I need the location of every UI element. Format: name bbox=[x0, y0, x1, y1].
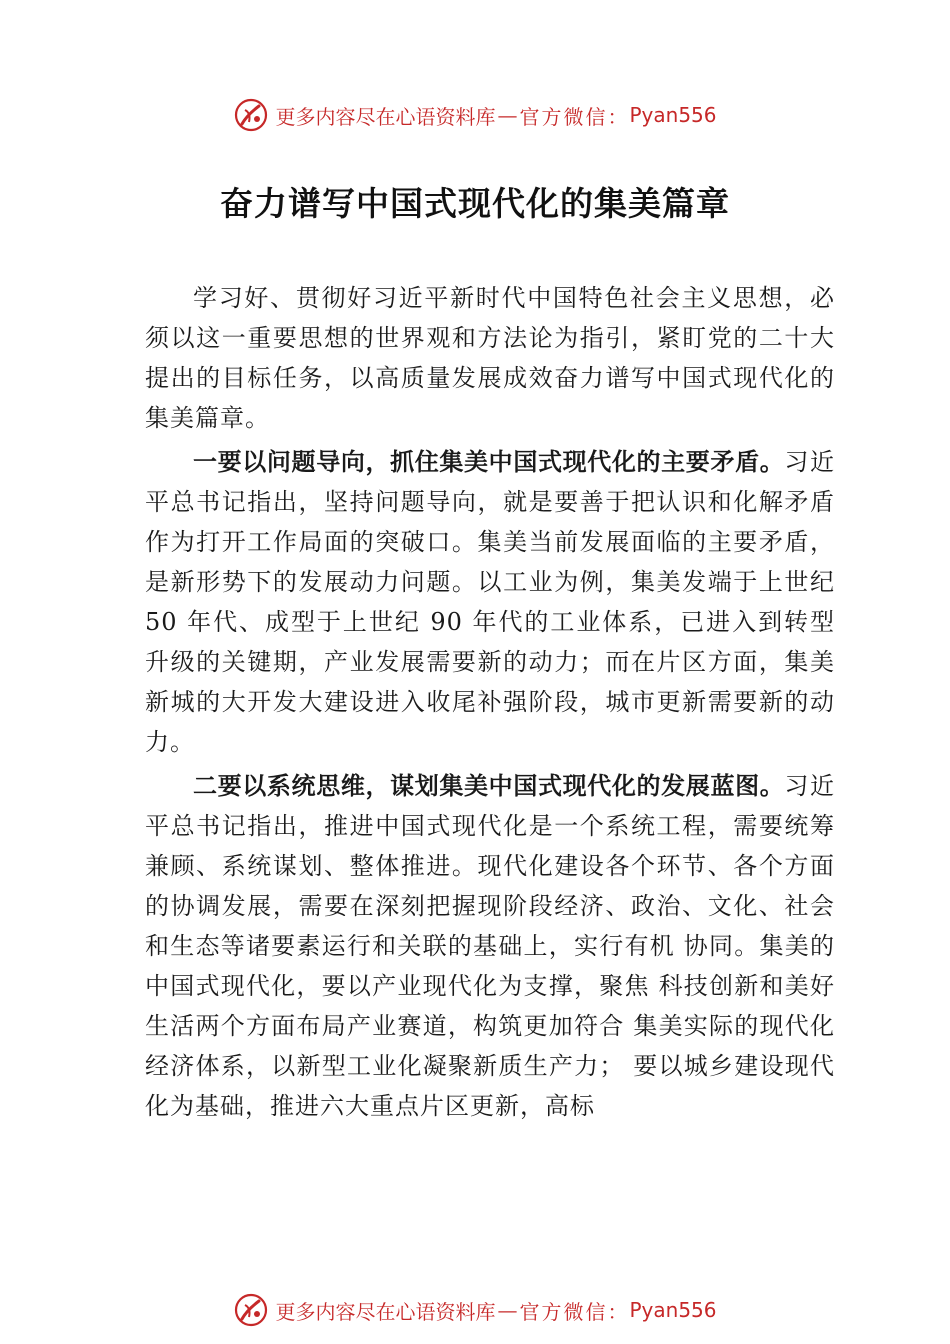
banner-separator: — bbox=[497, 1298, 518, 1322]
banner-main-text: 更多内容尽在心语资料库 bbox=[275, 104, 496, 129]
section-paragraph bbox=[145, 442, 835, 762]
banner-wechat-id: Pyan556 bbox=[629, 103, 717, 127]
banner-main-text: 更多内容尽在心语资料库 bbox=[275, 1299, 496, 1324]
footer-banner bbox=[0, 1290, 950, 1330]
section-body: 习近平总书记指出，推进中国式现代化是一个系统工程，需要统筹兼顾、系统谋划、整体推进。现代化建设各个环节、各个方面的协调发展，需要在深刻把握现阶段经济、政治、文化、社会和生态等诸要素运行和关联的基础上，实行有机 协同。集美的中国式现代化，要以产业现代化为支撑，聚焦 科技创新和美好生活两个方面布局产业赛道，构筑更加符合 集美实际的现代化经济体系，以新型工业化凝聚新质生产力； 要以城乡建设现代化为基础，推进六大重点片区更新，高标 bbox=[145, 772, 835, 1120]
banner-separator: — bbox=[497, 103, 518, 127]
brush-logo-icon bbox=[233, 1292, 269, 1328]
header-banner bbox=[0, 95, 950, 135]
section-paragraph bbox=[145, 766, 835, 1126]
document-title: 奋力谱写中国式现代化的集美篇章 bbox=[220, 184, 730, 223]
banner-wechat-label: 官方微信： bbox=[519, 104, 630, 129]
banner-wechat-id: Pyan556 bbox=[629, 1298, 717, 1322]
banner-wechat-label: 官方微信： bbox=[519, 1299, 630, 1324]
section-body: 习近平总书记指出，坚持问题导向，就是要善于把认识和化解矛盾作为打开工作局面的突破口。集美当前发展面临的主要矛盾，是新形势下的发展动力问题。以工业为例，集美发端于上世纪 50 年代、成型于上世纪 90 年代的工业体系，已进入到转型升级的关键期，产业发展需要新的动力；而在片区方面，集美新城的大开发大建设进入收尾补强阶段，城市更新需要新的动力。 bbox=[145, 448, 835, 756]
document-body bbox=[145, 278, 835, 1126]
brush-logo-icon bbox=[233, 97, 269, 133]
section-heading: 一要以问题导向，抓住集美中国式现代化的主要矛盾。 bbox=[193, 448, 785, 476]
intro-paragraph: 学习好、贯彻好习近平新时代中国特色社会主义思想，必须以这一重要思想的世界观和方法论为指引，紧盯党的二十大提出的目标任务，以高质量发展成效奋力谱写中国式现代化的集美篇章。 bbox=[145, 284, 835, 432]
section-heading: 二要以系统思维，谋划集美中国式现代化的发展蓝图。 bbox=[193, 772, 785, 800]
